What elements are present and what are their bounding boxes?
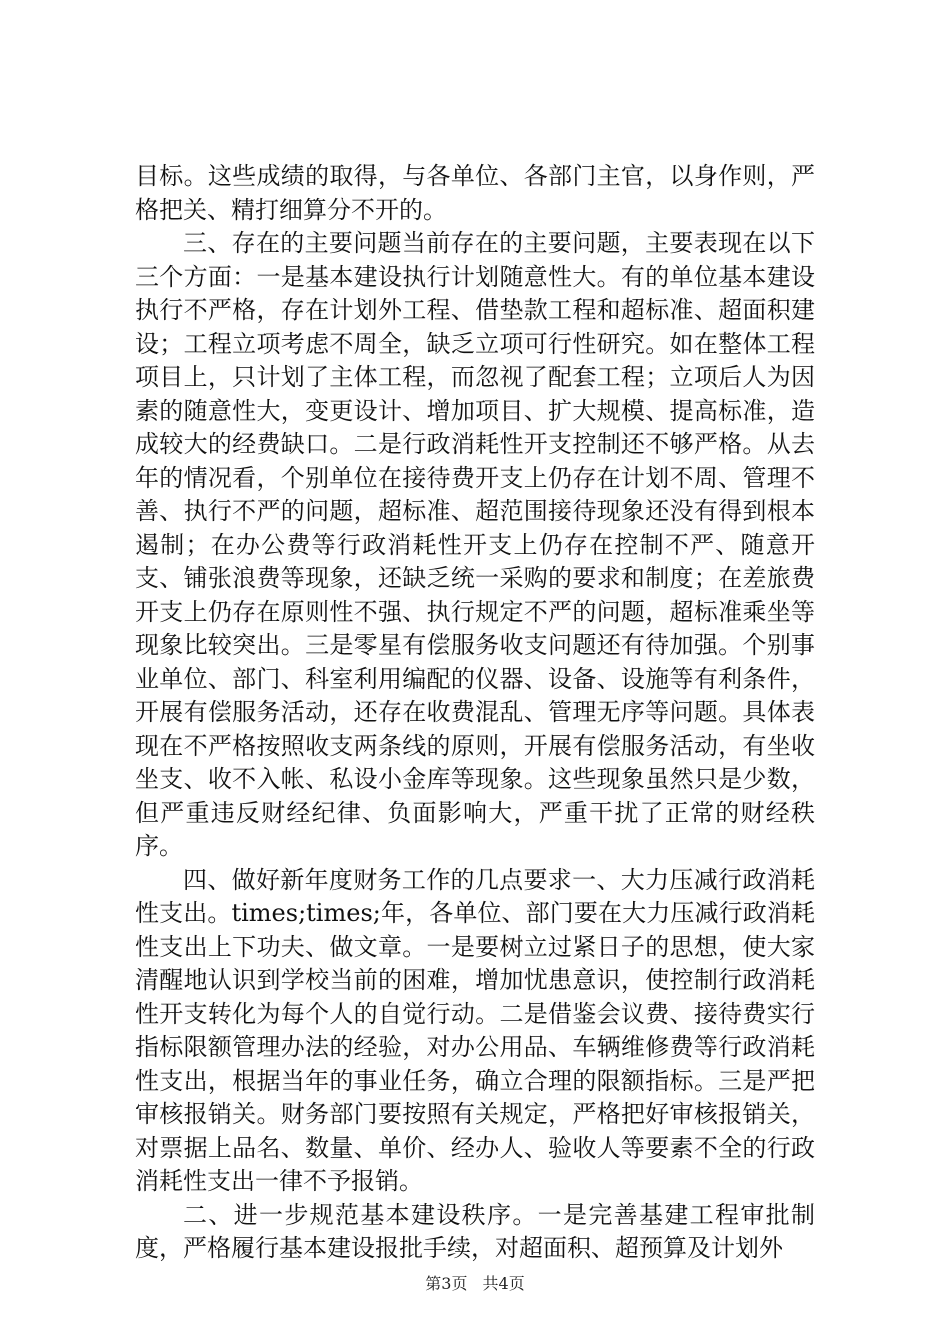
paragraph-capital-construction: 二、进一步规范基本建设秩序。一是完善基建工程审批制度，严格履行基本建设报批手续，对超面积、超预算及计划外 — [135, 1200, 815, 1262]
paragraph-continuation: 目标。这些成绩的取得，与各单位、各部门主官，以身作则，严格把关、精打细算分不开的。 — [135, 162, 815, 224]
paragraph-new-year-requirements: 四、做好新年度财务工作的几点要求一、大力压减行政消耗性支出。times;times;年，各单位、部门要在大力压减行政消耗性支出上下功夫、做文章。一是要树立过紧日子的思想，使大家清醒地认识到学校当前的困难，增加忧患意识，使控制行政消耗性开支转化为每个人的自觉行动。二是借鉴会议费、接待费实行指标限额管理办法的经验，对办公用品、车辆维修费等行政消耗性支出，根据当年的事业任务，确立合理的限额指标。三是严把审核报销关。财务部门要按照有关规定，严格把好审核报销关，对票据上品名、数量、单价、经办人、验收人等要素不全的行政消耗性支出一律不予报销。 — [135, 865, 815, 1195]
page-number-total: 共4页 — [482, 1274, 525, 1293]
document-body — [135, 160, 815, 1266]
paragraph-main-problems: 三、存在的主要问题当前存在的主要问题，主要表现在以下三个方面：一是基本建设执行计划随意性大。有的单位基本建设执行不严格，存在计划外工程、借垫款工程和超标准、超面积建设；工程立项考虑不周全，缺乏立项可行性研究。如在整体工程项目上，只计划了主体工程，而忽视了配套工程；立项后人为因素的随意性大，变更设计、增加项目、扩大规模、提高标准，造成较大的经费缺口。二是行政消耗性开支控制还不够严格。从去年的情况看，个别单位在接待费开支上仍存在计划不周、管理不善、执行不严的问题，超标准、超范围接待现象还没有得到根本遏制；在办公费等行政消耗性开支上仍存在控制不严、随意开支、铺张浪费等现象，还缺乏统一采购的要求和制度；在差旅费开支上仍存在原则性不强、执行规定不严的问题，超标准乘坐等现象比较突出。三是零星有偿服务收支问题还有待加强。个别事业单位、部门、科室利用编配的仪器、设备、设施等有利条件，开展有偿服务活动，还存在收费混乱、管理无序等问题。具体表现在不严格按照收支两条线的原则，开展有偿服务活动，有坐收坐支、收不入帐、私设小金库等现象。这些现象虽然只是少数，但严重违反财经纪律、负面影响大，严重干扰了正常的财经秩序。 — [135, 229, 815, 860]
page-number-current: 第3页 — [425, 1274, 468, 1293]
page-footer — [0, 1274, 950, 1294]
